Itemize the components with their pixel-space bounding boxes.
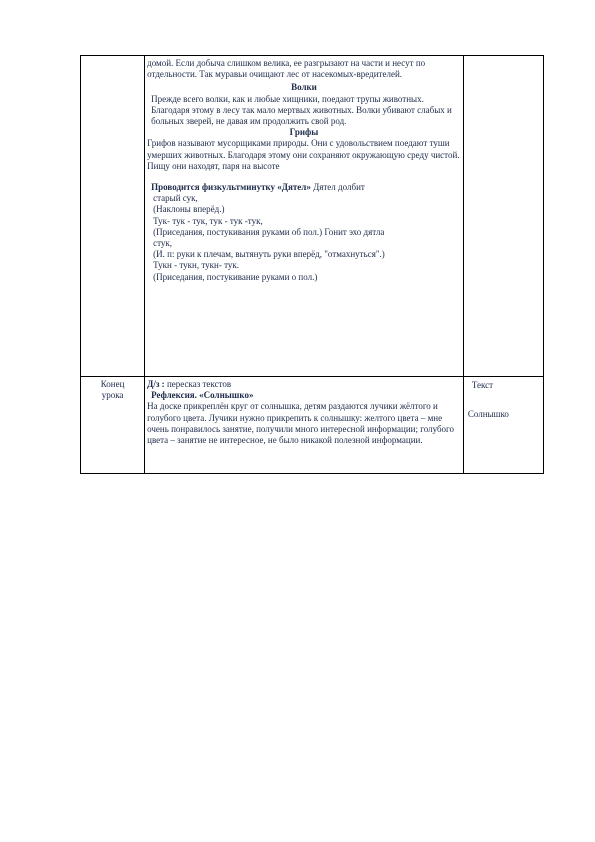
rhyme-line: Тукн - тукн, тукн- тук. (153, 260, 240, 271)
rhyme-line: (Приседания, постукивание руками о пол.) (153, 271, 318, 282)
resources-cell-empty (463, 56, 543, 377)
stage-cell-end (81, 377, 145, 474)
physical-minute-title: Проводится физкультминутку «Дятел» (151, 182, 311, 193)
ants-paragraph: домой. Если добыча слишком велика, ее разгрызают на части и несут по отдельности. Так муравьи очищают лес от насекомых-вредителей. (147, 58, 428, 80)
physical-minute-lines (147, 193, 461, 283)
resource-text: Текст (471, 380, 494, 390)
resources-cell-end (463, 377, 543, 474)
rhyme-line: (И. п: руки к плечам, вытянуть руки вперёд, "отмахнуться".) (153, 249, 385, 260)
stage-label-line2: урока (101, 390, 124, 400)
wolves-heading: Волки (291, 82, 317, 93)
reflection-paragraph: На доске прикреплён круг от солнышка, детям раздаются лучики жёлтого и голубого цвета. Лучики нужно прикрепить к солнышку: желтого цвета – мне очень понравилось занятие, получили много интересной информации; голубого цвета – занятие не интересное, не было никакой полезной информации. (147, 401, 457, 446)
content-cell-end (145, 377, 464, 474)
rhyme-line: (Приседания, постукивания руками об пол.) Гонит эхо дятла (153, 226, 385, 237)
table-row-physical-activity (81, 56, 544, 377)
rhyme-line: (Наклоны вперёд.) (153, 204, 225, 215)
homework-label: Д/з : (147, 379, 165, 389)
reflection-heading: Рефлексия. «Солнышко» (151, 390, 254, 401)
lesson-table (80, 55, 544, 474)
physical-minute-intro (147, 182, 461, 193)
vultures-heading: Грифы (289, 127, 319, 138)
content-cell-animals (145, 56, 464, 377)
wolves-paragraph: Прежде всего волки, как и любые хищники, поедают трупы животных. Благодаря этому в лесу так мало мертвых животных. Волки убивают слабых и больных зверей, не давая им продолжить свой род. (151, 93, 455, 127)
stage-cell-empty (81, 56, 145, 377)
stage-label-line1: Конец (100, 379, 125, 389)
rhyme-line: Тук- тук - тук, тук - тук -тук, (153, 215, 263, 226)
vultures-paragraph: Грифов называют мусорщиками природы. Они с удовольствием поедают туши умерших животных. Благодаря этому они сохраняют окружающую среду чистой. Пищу они находят, паря на высоте (147, 138, 462, 171)
homework-line (147, 379, 461, 390)
homework-text: пересказ текстов (164, 379, 232, 389)
rhyme-line: старый сук, (153, 193, 198, 204)
table-row-lesson-end (81, 377, 544, 474)
rhyme-line: стук, (153, 238, 173, 249)
resource-sun: Солнышко (467, 409, 509, 419)
physical-minute-first-line: Дятел долбит (310, 182, 365, 193)
